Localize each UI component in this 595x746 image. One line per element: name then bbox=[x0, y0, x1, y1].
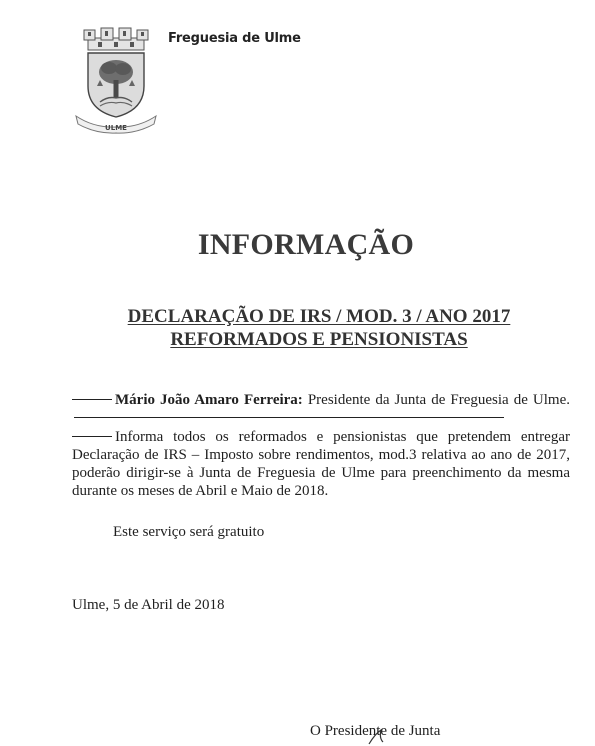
president-name: Mário João Amaro Ferreira: bbox=[115, 392, 303, 408]
fill-line bbox=[74, 417, 504, 418]
parish-crest-icon bbox=[70, 26, 162, 134]
paragraph-president bbox=[72, 391, 570, 428]
place-date: Ulme, 5 de Abril de 2018 bbox=[72, 597, 225, 613]
service-note: Este serviço será gratuito bbox=[113, 524, 265, 540]
crest-ribbon-label: ULME bbox=[105, 124, 127, 132]
president-role-text: Presidente da Junta de Freguesia de Ulme. bbox=[302, 392, 570, 408]
paragraph-information bbox=[72, 428, 570, 501]
document-body bbox=[72, 391, 570, 501]
document-title: INFORMAÇÃO bbox=[197, 228, 415, 261]
signature-stroke-icon bbox=[365, 726, 395, 746]
leading-dash bbox=[72, 399, 112, 400]
document-subtitle-line2: REFORMADOS E PENSIONISTAS bbox=[170, 329, 468, 350]
parish-name: Freguesia de Ulme bbox=[168, 31, 301, 46]
information-text: Informa todos os reformados e pensionistas que pretendem entregar Declaração de IRS – Imposto sobre rendimentos, mod.3 relativa ao ano de 2017, poderão dirigir-se à Junta de Freguesia de Ulme para preenchimento da mesma durante os meses de Abril e Maio de 2018. bbox=[72, 428, 570, 500]
document-subtitle-line1: DECLARAÇÃO DE IRS / MOD. 3 / ANO 2017 bbox=[127, 306, 511, 327]
signature-role: O Presidente de Junta bbox=[310, 723, 441, 739]
leading-dash bbox=[72, 436, 112, 437]
